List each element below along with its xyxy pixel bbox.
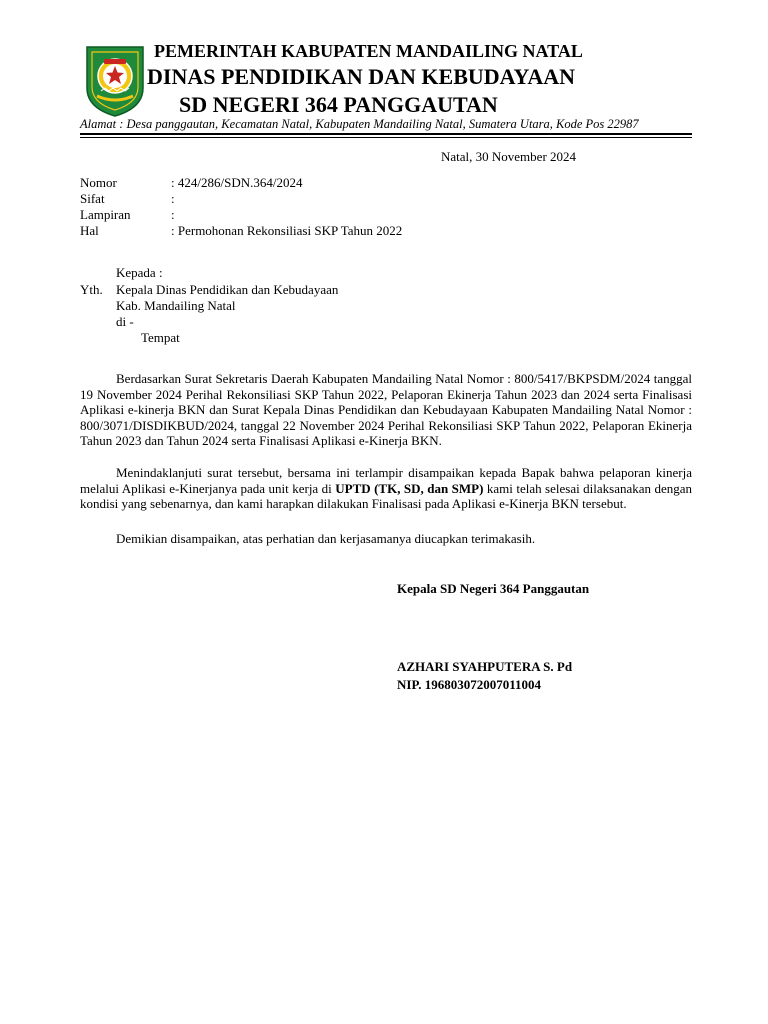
- signatory-name: AZHARI SYAHPUTERA S. Pd: [397, 659, 573, 674]
- body-paragraph-3: Demikian disampaikan, atas perhatian dan kerjasamanya diucapkan terimakasih.: [116, 531, 536, 546]
- signatory-position: Kepala SD Negeri 364 Panggautan: [397, 581, 590, 596]
- paragraph-text: Menindaklanjuti surat tersebut, bersama ini terlampir disampaikan kepada Bapak bahwa pelaporan kinerja melalui Aplikasi e-Kinerjanya pada unit kerja di: [80, 465, 692, 496]
- recipient-line: Tempat: [141, 330, 180, 345]
- recipient-greeting: Kepada :: [116, 265, 163, 280]
- regency-crest-icon: [83, 44, 147, 118]
- meta-value: : 424/286/SDN.364/2024: [171, 175, 303, 190]
- body-paragraph-2: [80, 465, 692, 512]
- body-paragraph-1: Berdasarkan Surat Sekretaris Daerah Kabupaten Mandailing Natal Nomor : 800/5417/BKPSDM/2024 tanggal 19 November 2024 Perihal Rekonsiliasi SKP Tahun 2022, Pelaporan Ekinerja Tahun 2023 dan 2024 serta Finalisasi Aplikasi e-kinerja BKN dan Surat Kepala Dinas Pendidikan dan Kebudayaan Kabupaten Mandailing Natal Nomor : 800/3071/DISDIKBUD/2024, tanggal 22 November 2024 Perihal Rekonsiliasi SKP Tahun 2022, Pelaporan Ekinerja Tahun 2023 dan Tahun 2024 serta Finalisasi Aplikasi e-Kinerja BKN.: [80, 371, 692, 449]
- meta-value: :: [171, 191, 175, 206]
- meta-label: Hal: [80, 223, 99, 238]
- meta-label: Nomor: [80, 175, 117, 190]
- paragraph-text: kami telah selesai dilaksanakan dengan kondisi yang sebenarnya, dan kami harapkan dilakukan Finalisasi pada Aplikasi e-Kinerja BKN tersebut.: [80, 480, 693, 512]
- meta-value: : Permohonan Rekonsiliasi SKP Tahun 2022: [171, 223, 403, 238]
- letterhead-divider: [80, 133, 692, 135]
- school-address: Alamat : Desa panggautan, Kecamatan Natal, Kabupaten Mandailing Natal, Sumatera Utara, Kode Pos 22987: [80, 117, 639, 131]
- recipient-line: Kepala Dinas Pendidikan dan Kebudayaan: [116, 282, 339, 297]
- letter-date: Natal, 30 November 2024: [441, 149, 577, 164]
- recipient-line: di -: [116, 314, 134, 329]
- recipient-line: Kab. Mandailing Natal: [116, 298, 236, 313]
- school-name: SD NEGERI 364 PANGGAUTAN: [179, 92, 498, 117]
- signatory-nip: NIP. 196803072007011004: [397, 677, 541, 692]
- meta-value: :: [171, 207, 175, 222]
- paragraph-emphasis: UPTD (TK, SD, dan SMP): [335, 480, 484, 496]
- meta-label: Sifat: [80, 191, 105, 206]
- recipient-yth: Yth.: [80, 282, 103, 297]
- meta-label: Lampiran: [80, 207, 131, 222]
- government-name: PEMERINTAH KABUPATEN MANDAILING NATAL: [154, 41, 583, 61]
- department-name: DINAS PENDIDIKAN DAN KEBUDAYAAN: [147, 64, 576, 89]
- letterhead-divider-thin: [80, 137, 692, 138]
